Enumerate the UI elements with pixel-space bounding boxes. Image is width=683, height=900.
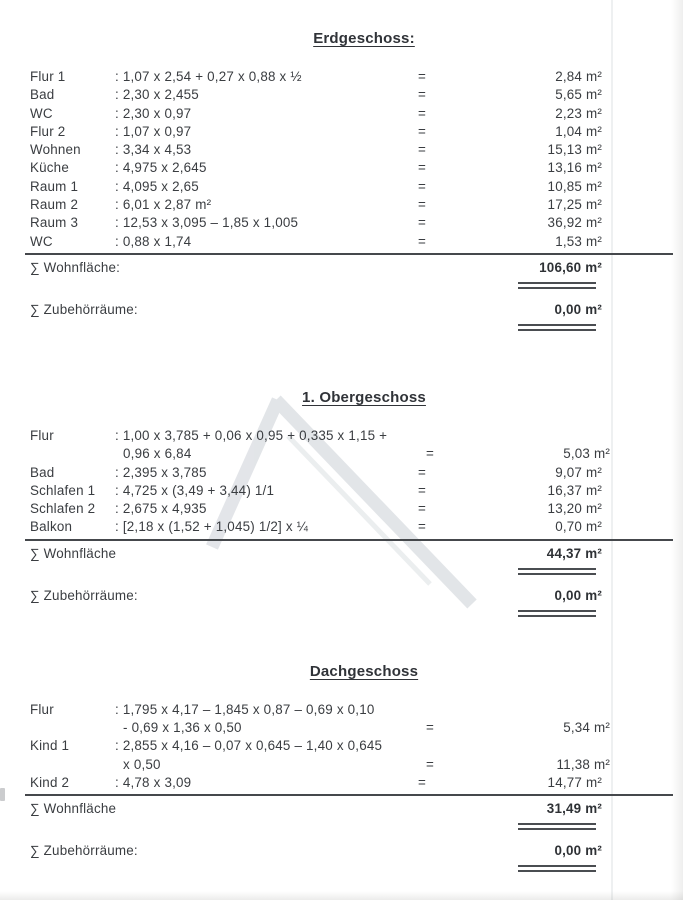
section-title: Dachgeschoss <box>309 662 419 680</box>
scan-speck <box>0 788 5 801</box>
total-value: 44,37 m² <box>546 545 602 561</box>
area-value: 14,77 m² <box>547 774 602 790</box>
double-underline <box>518 282 596 289</box>
formula: : 4,725 x (3,49 + 3,44) 1/1 <box>115 482 275 498</box>
formula: : 0,88 x 1,74 <box>115 233 192 249</box>
area-value: 1,53 m² <box>555 233 602 249</box>
equals-sign: = <box>418 519 427 535</box>
room-label: Raum 3 <box>30 215 79 231</box>
formula: : 6,01 x 2,87 m² <box>115 197 212 213</box>
double-underline <box>518 823 596 830</box>
room-label: Raum 2 <box>30 197 79 213</box>
area-value: 0,70 m² <box>555 519 602 535</box>
area-value: 16,37 m² <box>547 482 602 498</box>
formula: : 2,675 x 4,935 <box>115 501 207 517</box>
area-table <box>30 427 610 617</box>
section-dachgeschoss <box>0 663 683 872</box>
formula: : 1,07 x 2,54 + 0,27 x 0,88 x ½ <box>115 69 302 84</box>
section-obergeschoss <box>0 389 683 617</box>
area-value: 5,03 m² <box>563 446 610 462</box>
room-label: Bad <box>30 464 55 480</box>
empty-cell <box>30 756 115 774</box>
area-value: 5,65 m² <box>555 87 602 103</box>
table-row <box>30 68 602 86</box>
room-label: Kind 2 <box>30 774 70 790</box>
equals-sign: = <box>418 142 427 158</box>
equals-sign: = <box>418 233 427 249</box>
table-row <box>30 482 602 500</box>
table-row <box>30 123 602 141</box>
equals-sign: = <box>418 774 427 790</box>
equals-sign: = <box>418 197 427 213</box>
table-row <box>30 518 602 536</box>
formula: : 1,00 x 3,785 + 0,06 x 0,95 + 0,335 x 1,15 + <box>115 427 388 443</box>
table-row <box>30 86 602 104</box>
room-label: Wohnen <box>30 142 81 158</box>
table-row-continuation <box>30 719 610 737</box>
area-value: 1,04 m² <box>555 123 602 139</box>
area-value: 13,20 m² <box>547 501 602 517</box>
total-row <box>30 587 602 605</box>
double-underline <box>518 568 596 575</box>
area-value: 17,25 m² <box>547 197 602 213</box>
total-value: 0,00 m² <box>554 301 602 317</box>
formula: : 4,78 x 3,09 <box>115 774 192 790</box>
total-value: 0,00 m² <box>554 843 602 859</box>
total-label: ∑ Wohnfläche: <box>30 259 121 275</box>
table-row <box>30 427 602 445</box>
formula: - 0,69 x 1,36 x 0,50 <box>123 720 242 736</box>
table-row <box>30 178 602 196</box>
room-label: Schlafen 2 <box>30 501 96 517</box>
area-value: 2,84 m² <box>555 69 602 84</box>
table-row <box>30 214 602 232</box>
equals-sign: = <box>418 123 427 139</box>
table-row <box>30 105 602 123</box>
total-divider <box>25 253 673 255</box>
room-label: Balkon <box>30 519 73 535</box>
equals-sign: = <box>418 87 427 103</box>
equals-sign: = <box>418 464 427 480</box>
total-row <box>30 545 602 563</box>
equals-sign: = <box>426 446 435 462</box>
room-label: Flur 1 <box>30 69 66 84</box>
area-value: 5,34 m² <box>563 720 610 736</box>
empty-cell <box>30 719 115 737</box>
equals-sign: = <box>418 160 427 176</box>
section-erdgeschoss <box>0 0 683 331</box>
table-row-continuation <box>30 445 610 463</box>
table-row <box>30 737 602 755</box>
total-label: ∑ Zubehörräume: <box>30 301 138 317</box>
room-label: Kind 1 <box>30 738 70 754</box>
table-row <box>30 464 602 482</box>
double-underline <box>518 610 596 617</box>
total-label: ∑ Wohnfläche <box>30 801 117 817</box>
formula: x 0,50 <box>123 756 161 772</box>
total-label: ∑ Zubehörräume: <box>30 587 138 603</box>
formula: 0,96 x 6,84 <box>123 446 192 462</box>
formula: : 2,30 x 0,97 <box>115 105 192 121</box>
total-label: ∑ Wohnfläche <box>30 545 117 561</box>
room-label: Schlafen 1 <box>30 482 96 498</box>
table-row <box>30 233 602 251</box>
room-label: Flur <box>30 427 54 443</box>
area-value <box>452 737 602 755</box>
total-value: 31,49 m² <box>546 801 602 817</box>
total-row <box>30 800 602 818</box>
equals-sign <box>418 427 452 445</box>
equals-sign <box>418 701 452 719</box>
equals-sign: = <box>418 501 427 517</box>
table-row-continuation <box>30 756 610 774</box>
area-value <box>452 701 602 719</box>
total-row <box>30 301 602 319</box>
section-title: 1. Obergeschoss <box>302 388 426 406</box>
equals-sign: = <box>418 105 427 121</box>
formula: : 4,095 x 2,65 <box>115 178 199 194</box>
total-divider <box>25 794 673 796</box>
double-underline <box>518 865 596 872</box>
total-value: 0,00 m² <box>554 587 602 603</box>
area-value: 36,92 m² <box>547 215 602 231</box>
empty-cell <box>30 445 115 463</box>
room-label: Bad <box>30 87 55 103</box>
total-row <box>30 842 602 860</box>
formula: : 1,07 x 0,97 <box>115 123 192 139</box>
equals-sign: = <box>418 178 427 194</box>
area-value: 9,07 m² <box>555 464 602 480</box>
room-label: WC <box>30 233 53 249</box>
formula: : 1,795 x 4,17 – 1,845 x 0,87 – 0,69 x 0,10 <box>115 701 375 717</box>
room-label: WC <box>30 105 53 121</box>
formula: : 2,395 x 3,785 <box>115 464 207 480</box>
equals-sign: = <box>426 756 435 772</box>
area-value: 10,85 m² <box>547 178 602 194</box>
equals-sign: = <box>418 69 427 84</box>
room-label: Küche <box>30 160 69 176</box>
formula: : 3,34 x 4,53 <box>115 142 192 158</box>
equals-sign <box>418 737 452 755</box>
room-label: Flur 2 <box>30 123 66 139</box>
area-value: 15,13 m² <box>547 142 602 158</box>
table-row <box>30 500 602 518</box>
total-divider <box>25 539 673 541</box>
table-row <box>30 141 602 159</box>
formula: : 4,975 x 2,645 <box>115 160 207 176</box>
total-value: 106,60 m² <box>539 259 602 275</box>
area-value: 2,23 m² <box>555 105 602 121</box>
table-row <box>30 159 602 177</box>
equals-sign: = <box>418 215 427 231</box>
section-title: Erdgeschoss: <box>313 30 415 47</box>
total-label: ∑ Zubehörräume: <box>30 843 138 859</box>
room-label: Flur <box>30 701 54 717</box>
area-value: 11,38 m² <box>556 756 610 772</box>
equals-sign: = <box>418 482 427 498</box>
double-underline <box>518 324 596 331</box>
area-value: 13,16 m² <box>547 160 602 176</box>
equals-sign: = <box>426 720 435 736</box>
formula: : 12,53 x 3,095 – 1,85 x 1,005 <box>115 215 299 231</box>
formula: : 2,30 x 2,455 <box>115 87 199 103</box>
total-row <box>30 259 602 277</box>
area-table <box>30 701 610 872</box>
room-label: Raum 1 <box>30 178 79 194</box>
table-row <box>30 774 602 792</box>
table-row <box>30 701 602 719</box>
area-value <box>452 427 602 445</box>
scan-edge-shadow-right <box>671 0 683 900</box>
formula: : 2,855 x 4,16 – 0,07 x 0,645 – 1,40 x 0,645 <box>115 738 383 754</box>
table-row <box>30 196 602 214</box>
area-table <box>30 68 602 331</box>
scan-edge-shadow-bottom <box>0 891 683 900</box>
formula: : [2,18 x (1,52 + 1,045) 1/2] x ¼ <box>115 519 309 535</box>
